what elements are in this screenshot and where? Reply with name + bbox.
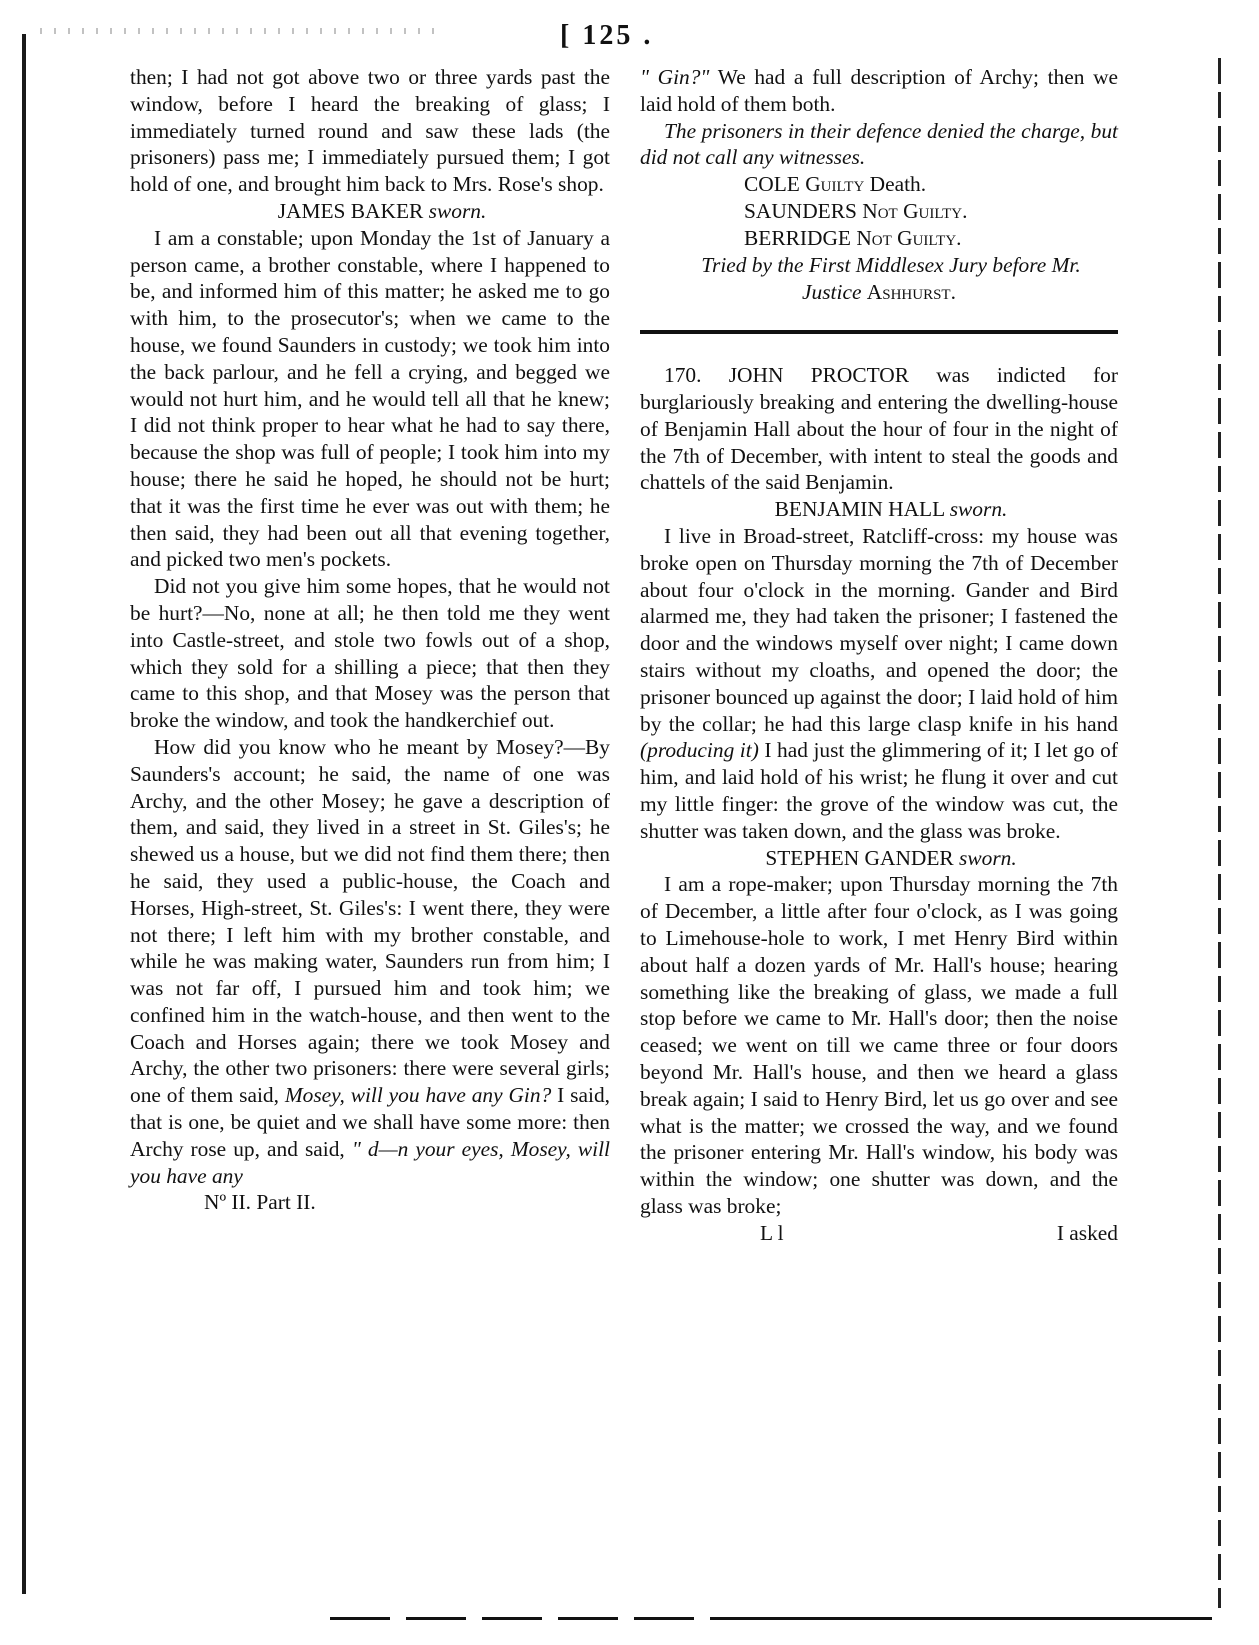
paragraph-mosey xyxy=(130,734,610,1190)
paragraph-hall-testimony xyxy=(640,523,1118,845)
page-number: [ 125 . xyxy=(560,20,654,51)
paragraph-baker-testimony: I am a constable; upon Monday the 1st of January a person came, a brother constable, where I happened to be, and informed him of this matter; he asked me to go with him, to the prosecutor's; when we came to the house, we found Saunders in custody; we took him into the back parlour, and he fell a crying, and begged we would not hurt him, and he would tell all that he knew; I did not think proper to hear what he had to say there, because the shop was full of people; I took him into my house; there he said he hoped, he should not be hurt; that it was the first time he ever was out with them; he then said, they had been out all that evening together, and picked two men's pockets. xyxy=(130,225,610,572)
paragraph-hopes: Did not you give him some hopes, that he would not be hurt?—No, none at all; he then told me they went into Castle-street, and stole two fowls out of a shop, which they sold for a shilling a piece; that then they came to this shop, and that Mosey was the person that broke the window, and took the handkerchief out. xyxy=(130,574,610,733)
paragraph-gin-continuation xyxy=(640,64,1118,118)
tried-line: Tried by the First Middlesex Jury before Mr. xyxy=(701,253,1081,278)
sworn-label: sworn. xyxy=(428,198,487,223)
defence-note: The prisoners in their defence denied the charge, but did not call any witnesses. xyxy=(640,118,1118,170)
case-paragraph: 170. JOHN PROCTOR was indicted for burglariously breaking and entering the dwelling-house of Benjamin Hall about the hour of four in the night of the 7th of December, with intent to steal the goods and chattels of the said Benjamin. xyxy=(640,363,1118,495)
desc-text: We had a full description of Archy; then we laid hold of them both. xyxy=(640,65,1119,116)
verdict-line xyxy=(640,171,1118,198)
hall-text-1: I live in Broad-street, Ratcliff-cross: my house was broke open on Thursday morning the 7th of December about four o'clock in the morning. Gander and Bird alarmed me, they had taken the prisoner; I fastened the door and the windows myself over night; I came down stairs without my cloaths, and opened the door; the prisoner bounced up against the door; I laid hold of him by the collar; he had this large clasp knife in his hand xyxy=(640,523,1118,736)
witness-heading-gander xyxy=(640,845,1118,872)
scan-edge-left xyxy=(22,34,26,1594)
section-divider xyxy=(640,330,1118,334)
bottom-rule-left xyxy=(330,1617,730,1620)
verdict-line xyxy=(640,225,1118,252)
defendant-name: SAUNDERS xyxy=(744,199,857,224)
verdict-text: Guilty xyxy=(805,172,865,197)
right-column xyxy=(640,64,1118,1246)
signature-mark: L l xyxy=(760,1220,784,1245)
witness-heading-hall xyxy=(640,496,1118,523)
mosey-text-2: I said, that is one, be quiet and we shall have some more: then Archy rose up, and said, xyxy=(130,1083,610,1161)
left-column xyxy=(130,64,610,1216)
tried-justice: Justice xyxy=(802,280,862,305)
witness-name: BENJAMIN HALL xyxy=(774,497,945,522)
witness-name: STEPHEN GANDER xyxy=(765,845,954,870)
verdict-text: Not Guilty. xyxy=(856,226,962,251)
defendant-name: COLE xyxy=(744,172,800,197)
sentence-text: Death. xyxy=(869,172,927,197)
tried-name: Ashhurst. xyxy=(866,280,956,305)
scan-edge-right xyxy=(1218,58,1221,1608)
witness-name: JAMES BAKER xyxy=(277,198,424,223)
quote-gin: Mosey, will you have any Gin? xyxy=(284,1083,552,1108)
signature-line: Nº II. Part II. xyxy=(204,1190,316,1215)
sworn-label: sworn. xyxy=(949,497,1008,522)
verdict-text: Not Guilty. xyxy=(862,199,968,224)
catchword: I asked xyxy=(1056,1220,1118,1245)
verdict-line xyxy=(640,198,1118,225)
bottom-rule-right xyxy=(712,1617,1212,1620)
paragraph-opening: then; I had not got above two or three yards past the window, before I heard the breaking of glass; I immediately turned round and saw these lads (the prisoners) pass me; I immediately pursued them; I got hold of one, and brought him back to Mrs. Rose's shop. xyxy=(130,65,610,197)
sworn-label: sworn. xyxy=(959,845,1017,870)
defendant-name: BERRIDGE xyxy=(744,226,851,251)
quote-damn: " d—n your eyes, Mosey, will you have any xyxy=(130,1136,610,1188)
paragraph-gander-testimony: I am a rope-maker; upon Thursday morning the 7th of December, a little after four o'clock, as I was going to Limehouse-hole to work, I met Henry Bird within about half a dozen yards of Mr. Hall's house; hearing something like the breaking of glass, we made a full stop before we came to Mr. Hall's door; then the noise ceased; we went on till we came three or four doors beyond Mr. Hall's house, and then we heard a glass break again; I said to Henry Bird, let us go over and see what is the matter; we crossed the way, and we found the prisoner entering Mr. Hall's window, his body was within the window; one shutter was down, and the glass was broke; xyxy=(640,872,1118,1218)
quote-gin-end: " Gin?" xyxy=(640,65,710,89)
tried-note xyxy=(640,252,1118,306)
page-footer xyxy=(640,1220,1118,1247)
producing-note: (producing it) xyxy=(640,738,759,763)
witness-heading-baker xyxy=(130,198,610,225)
hall-text-2: I had just the glimmering of it; I let go of him, and laid hold of his wrist; he flung it over and cut my little finger: the grove of the window was cut, the shutter was taken down, and the glass was broke. xyxy=(640,738,1118,843)
mosey-text: How did you know who he meant by Mosey?—By Saunders's account; he said, the name of one was Archy, and the other Mosey; he gave a description of them, and said, they lived in a street in St. Giles's; he shewed us a house, but we did not find them there; then he said, they used a public-house, the Coach and Horses, High-street, St. Giles's: I went there, they were not there; I left him with my brother constable, and while he was making water, Saunders run from him; I was not far off, I pursued him and took him; we confined him in the watch-house, and then went to the Coach and Horses again; there we took Mosey and Archy, the other two prisoners: there were several girls; one of them said, xyxy=(130,734,610,1108)
scan-specks xyxy=(40,28,440,34)
